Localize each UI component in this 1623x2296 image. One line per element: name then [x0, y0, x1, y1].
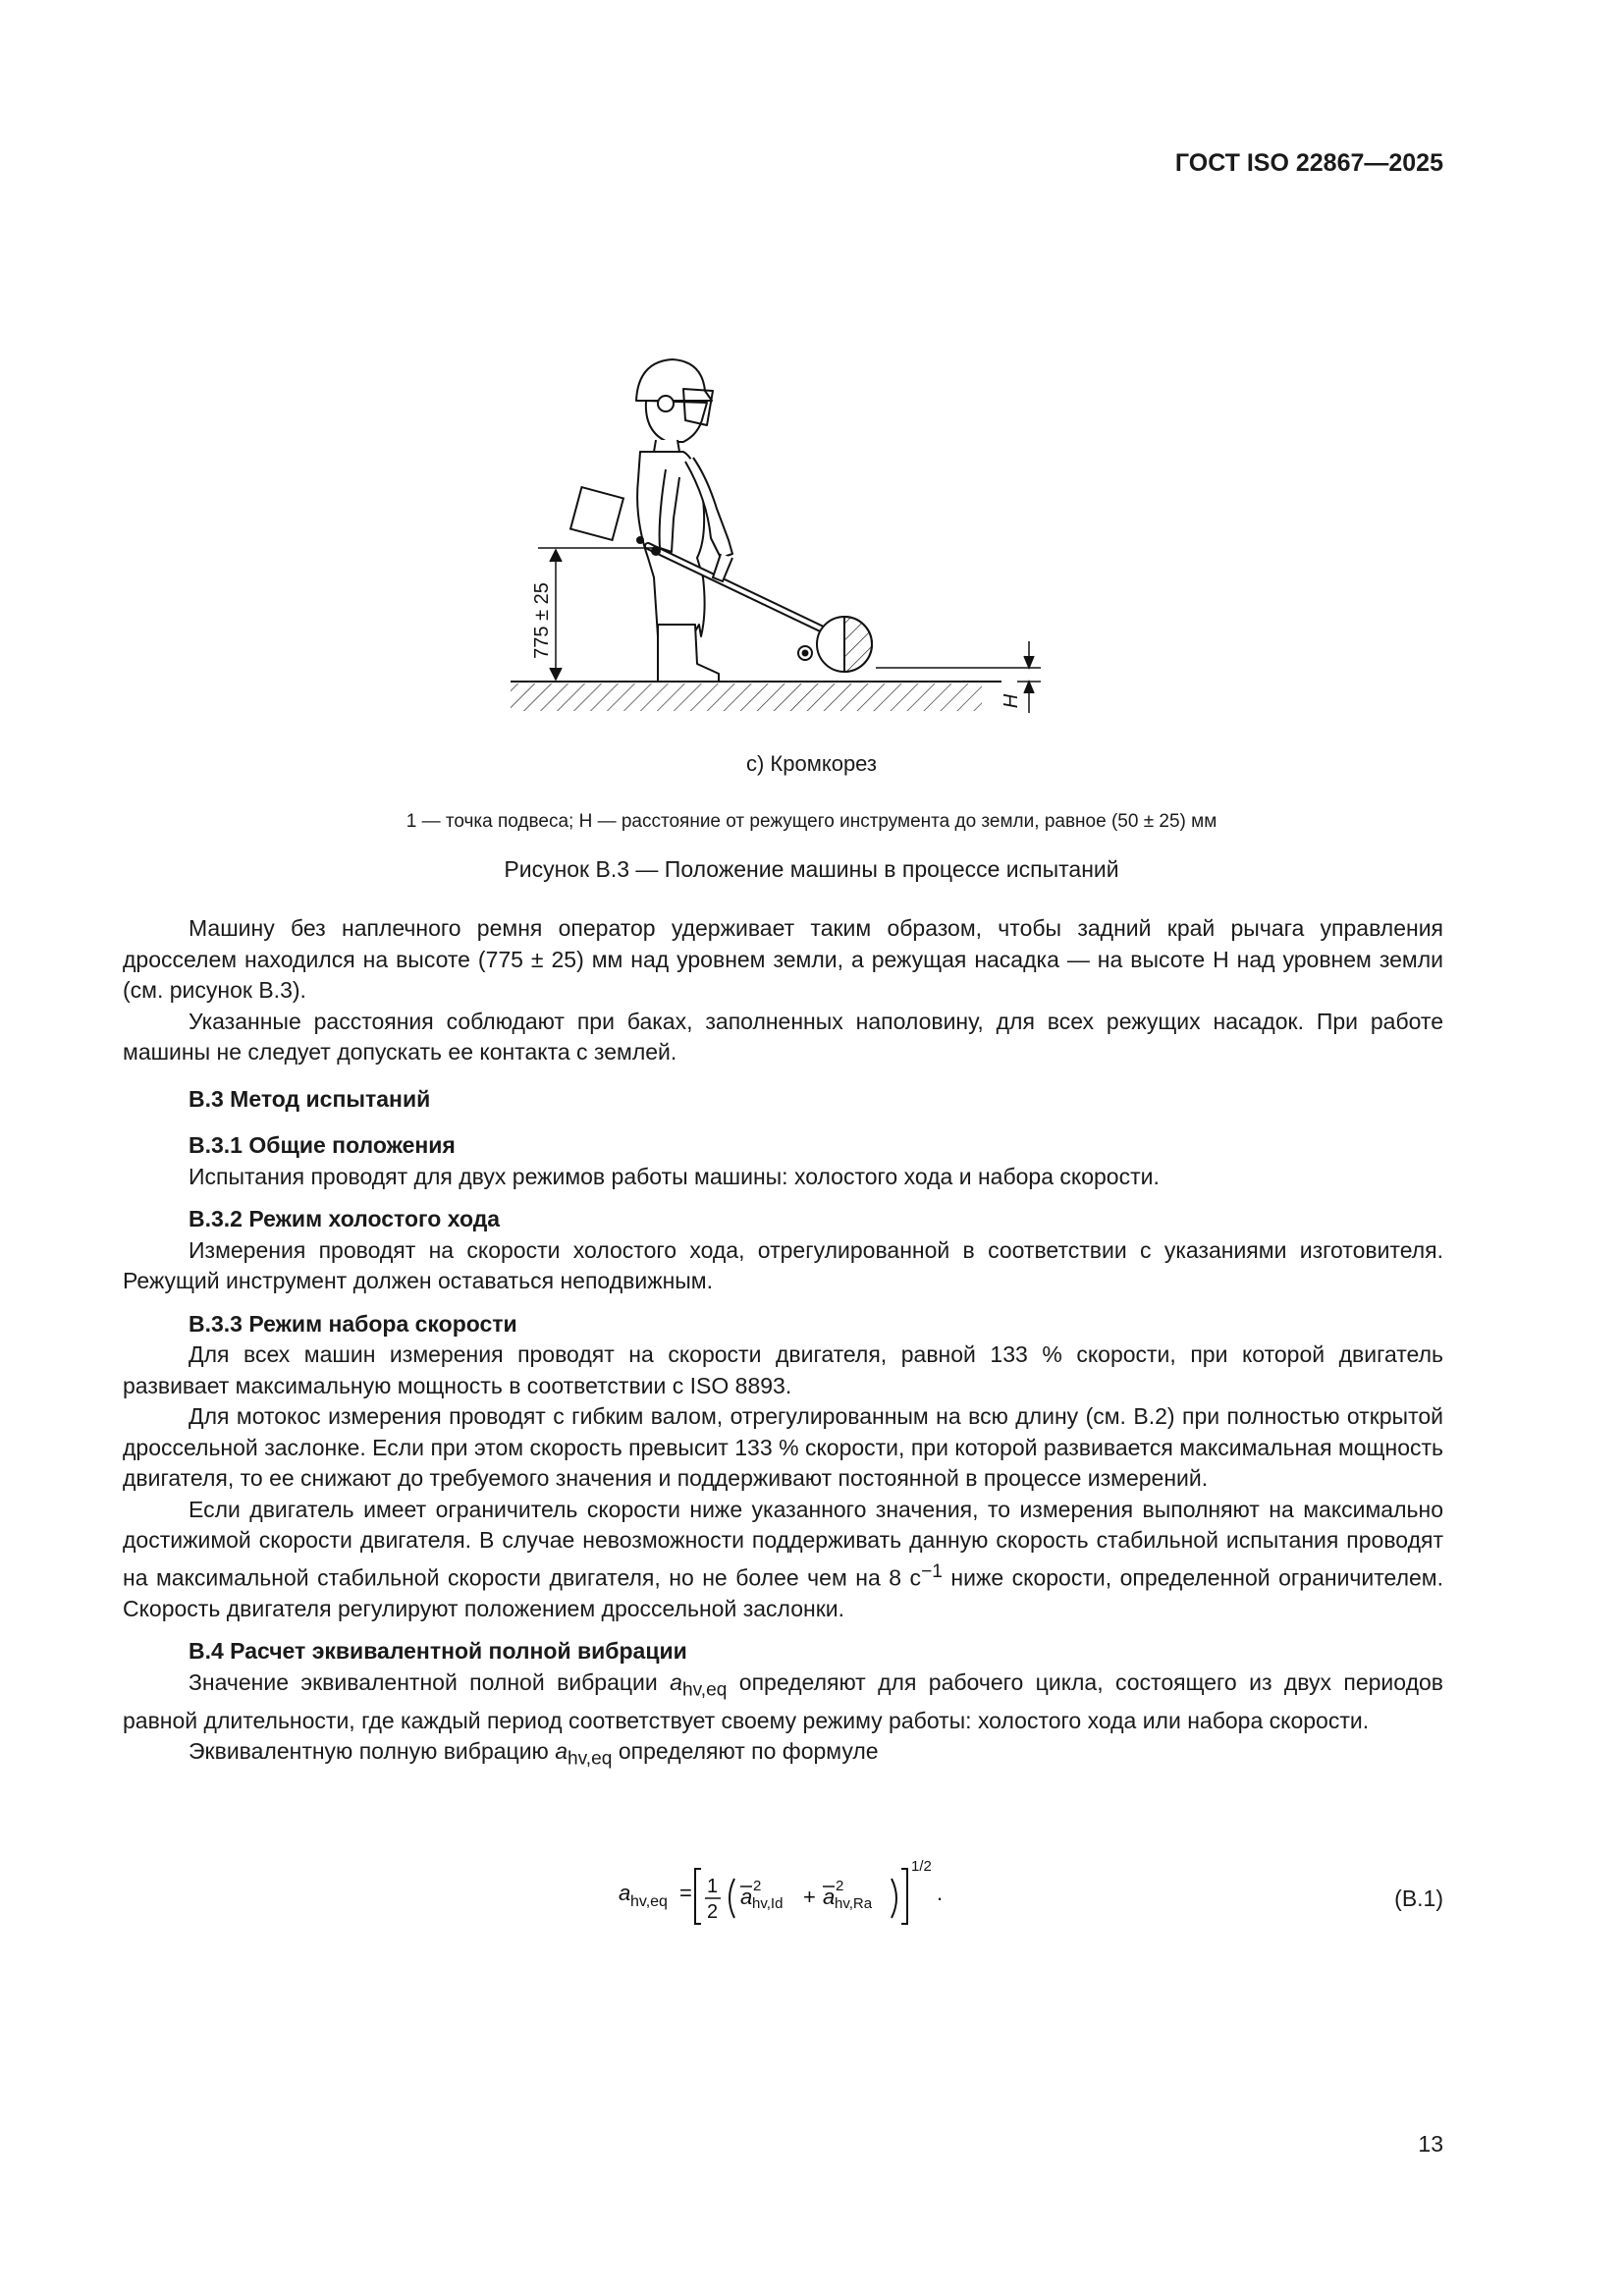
formula-term2-a: a: [823, 1885, 836, 1909]
figure-subcaption: c) Кромкорез: [745, 751, 878, 776]
paragraph-b33-1: Для всех машин измерения проводят на скорости двигателя, равной 133 % скорости, при которой двигатель развивает максимальную мощность в соответствии с ISO 8893.: [123, 1341, 1443, 1398]
heading-b33: В.3.3 Режим набора скорости: [189, 1310, 517, 1337]
operator-figure: [636, 359, 732, 682]
front-handle: [713, 554, 732, 581]
ear-muff: [658, 396, 674, 411]
formula-lhs-sub: hv,eq: [630, 1893, 668, 1910]
formula-term2-sub: hv,Ra: [835, 1895, 873, 1912]
paragraph-b33-3: [123, 1495, 1443, 1625]
figure-note: 1 — точка подвеса; H — расстояние от режущего инструмента до земли, равное (50 ± 25) мм: [406, 811, 1217, 832]
height-dimension: [538, 548, 658, 680]
figure-caption: Рисунок В.3 — Положение машины в процессе испытаний: [504, 856, 1119, 882]
boots: [658, 625, 719, 682]
unit-exponent: −1: [921, 1560, 943, 1582]
body-text: [123, 913, 1443, 1775]
formula-frac-den: 2: [707, 1901, 719, 1923]
head: [646, 401, 707, 442]
heading-b4: В.4 Расчет эквивалентной полной вибрации: [189, 1638, 687, 1665]
formula-period: .: [937, 1881, 944, 1905]
edger-figure: [511, 224, 1060, 754]
paragraph-2: Указанные расстояния соблюдают при баках, заполненных наполовину, для всех режущих насадок. При работе машины не следует допускать ее контакта с землей.: [123, 1008, 1443, 1065]
formula-equals: =: [679, 1881, 692, 1905]
symbol-a-2: a: [555, 1738, 568, 1765]
formula-lhs-a: a: [619, 1881, 631, 1905]
symbol-a-2-sub: hv,eq: [568, 1748, 613, 1770]
document-header: ГОСТ ISO 22867—2025: [1174, 149, 1443, 177]
formula-plus: +: [803, 1885, 816, 1909]
formula-term1-a: a: [740, 1885, 753, 1909]
formula-exponent: 1/2: [911, 1858, 932, 1875]
page-number: 13: [1418, 2131, 1443, 2157]
heading-b31: В.3.1 Общие положения: [189, 1132, 456, 1158]
symbol-a: a: [670, 1668, 682, 1695]
paragraph-1: Машину без наплечного ремня оператор удерживает таким образом, чтобы задний край рычага управления дросселем находился на высоте (775 ± 25) мм над уровнем земли, а режущая насадка — на высоте H над уровнем земли (см. рисунок В.3).: [123, 915, 1443, 1003]
symbol-a-sub: hv,eq: [681, 1679, 728, 1701]
formula-frac-num: 1: [707, 1876, 719, 1897]
handle-box: [570, 487, 623, 540]
paragraph-b32: Измерения проводят на скорости холостого хода, отрегулированной в соответствии с указаниями изготовителя. Режущий инструмент должен оставаться неподвижным.: [123, 1236, 1443, 1293]
ground-hatch: [511, 683, 982, 711]
h-dimension-label: H: [1001, 693, 1022, 709]
paragraph-b4-1: Значение эквивалентной полной вибрации $a_{hv,eq}$ определяют для рабочего цикла, состоящего из двух периодов равной длительности, где каждый период соответствует своему режиму работы: холостого хода или набора скорости.: [123, 1668, 1443, 1733]
paragraph-b33-2: Для мотокос измерения проводят с гибким валом, отрегулированным на всю длину (см. В.2) при полностью открытой дроссельной заслонке. Если при этом скорость превысит 133 % скорости, при которой развивается максимальная мощность двигателя, то ее снижают до требуемого значения и поддерживают постоянной в процессе измерений.: [123, 1403, 1443, 1491]
heading-b32: В.3.2 Режим холостого хода: [189, 1206, 501, 1231]
formula-term1-sup: 2: [753, 1878, 762, 1894]
paragraph-b33-3-end: ниже скорости, определенной ограничителем. Скорость двигателя регулируют положением дроссельной заслонки.: [123, 1564, 1443, 1621]
paragraph-b4-2: Эквивалентную полную вибрацию $a_{hv,eq}$ определяют по формуле: [189, 1738, 879, 1770]
paragraph-b31: Испытания проводят для двух режимов работы машины: холостого хода и набора скорости.: [189, 1163, 1160, 1189]
formula-term1-sub: hv,Id: [752, 1895, 784, 1912]
formula-b1: [609, 1851, 1021, 1930]
height-dimension-label: 775 ± 25: [531, 582, 553, 659]
equation-number: (В.1): [1394, 1886, 1443, 1911]
helmet: [636, 359, 712, 401]
formula-term2-sup: 2: [836, 1878, 844, 1894]
paragraph-b33-3-start: Если двигатель имеет ограничитель скорости ниже указанного значения, то измерения выполняют на максимально достижимой скорости двигателя. В случае невозможности поддерживать данную скорость стабильной испытания проводят на максимальной стабильной скорости двигателя, но не более чем на 8 с: [123, 1496, 1443, 1591]
heading-b3: В.3 Метод испытаний: [189, 1085, 431, 1112]
